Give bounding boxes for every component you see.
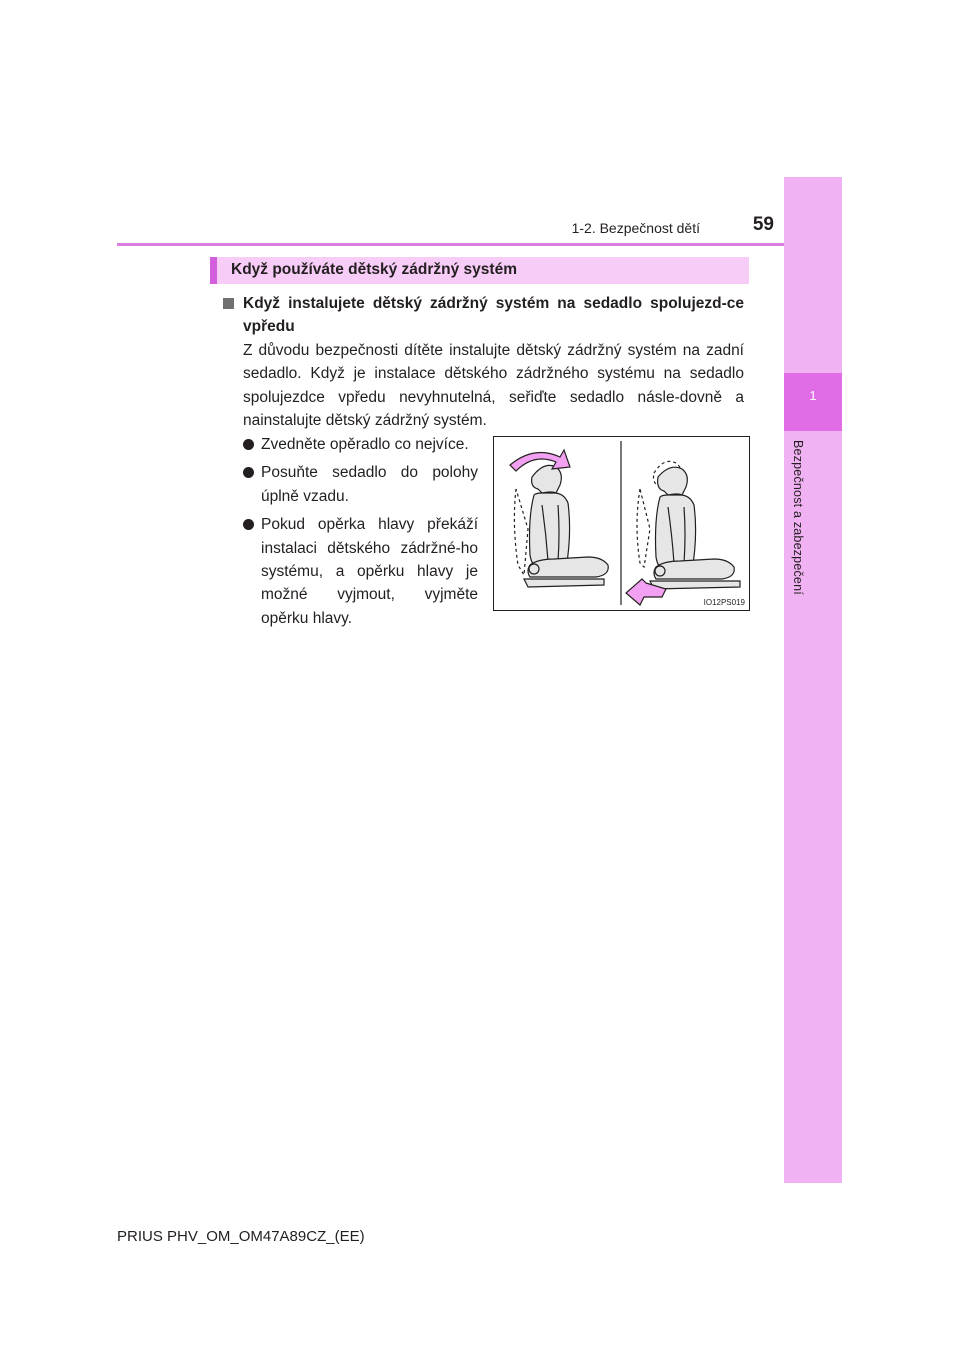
chapter-number: 1 [809,388,817,403]
footer-document-id: PRIUS PHV_OM_OM47A89CZ_(EE) [117,1228,365,1245]
recline-arrow-icon [510,450,570,471]
bullet-dot-icon [243,519,254,530]
list-item-text: Zvedněte opěradlo co nejvíce. [261,436,469,453]
bullet-dot-icon [243,467,254,478]
list-item-text: Posuňte sedadlo do polohy úplně vzadu. [261,464,478,505]
subheading-text: Když instalujete dětský zádržný systém na sedadlo spolujezd-ce vpředu [243,295,744,335]
list-item [243,513,478,630]
left-seat-icon [514,465,608,587]
list-item [243,461,478,508]
right-seat-icon [637,461,740,589]
bullet-list [243,433,478,635]
section-heading-bar [210,257,749,284]
chapter-side-tab [784,177,842,1183]
square-bullet-icon [223,298,234,309]
chapter-title: Bezpečnost a zabezpečení [791,440,805,595]
section-heading: Když používáte dětský zádržný systém [231,261,517,278]
page-number: 59 [752,214,774,235]
header-rule [117,243,784,246]
bullet-dot-icon [243,439,254,450]
list-item [243,433,478,456]
seat-illustration [494,437,749,610]
figure-code: IO12PS019 [703,598,745,607]
seat-adjustment-figure [493,436,750,611]
list-item-text: Pokud opěrka hlavy překáží instalaci dětského zádržné-ho systému, a opěrku hlavy je možné vyjmout, vyjměte opěrku hlavy. [261,516,478,627]
subheading [223,292,744,338]
header-section-title: 1-2. Bezpečnost dětí [571,220,700,236]
body-paragraph: Z důvodu bezpečnosti dítěte instalujte dětský zádržný systém na zadní sedadlo. Když je instalace dětského zádržného systému na sedadlo spolujezdce vpředu nevyhnutelná, seřiďte sedadlo násle-dovně a nainstalujte dětský zádržný systém. [243,342,744,430]
